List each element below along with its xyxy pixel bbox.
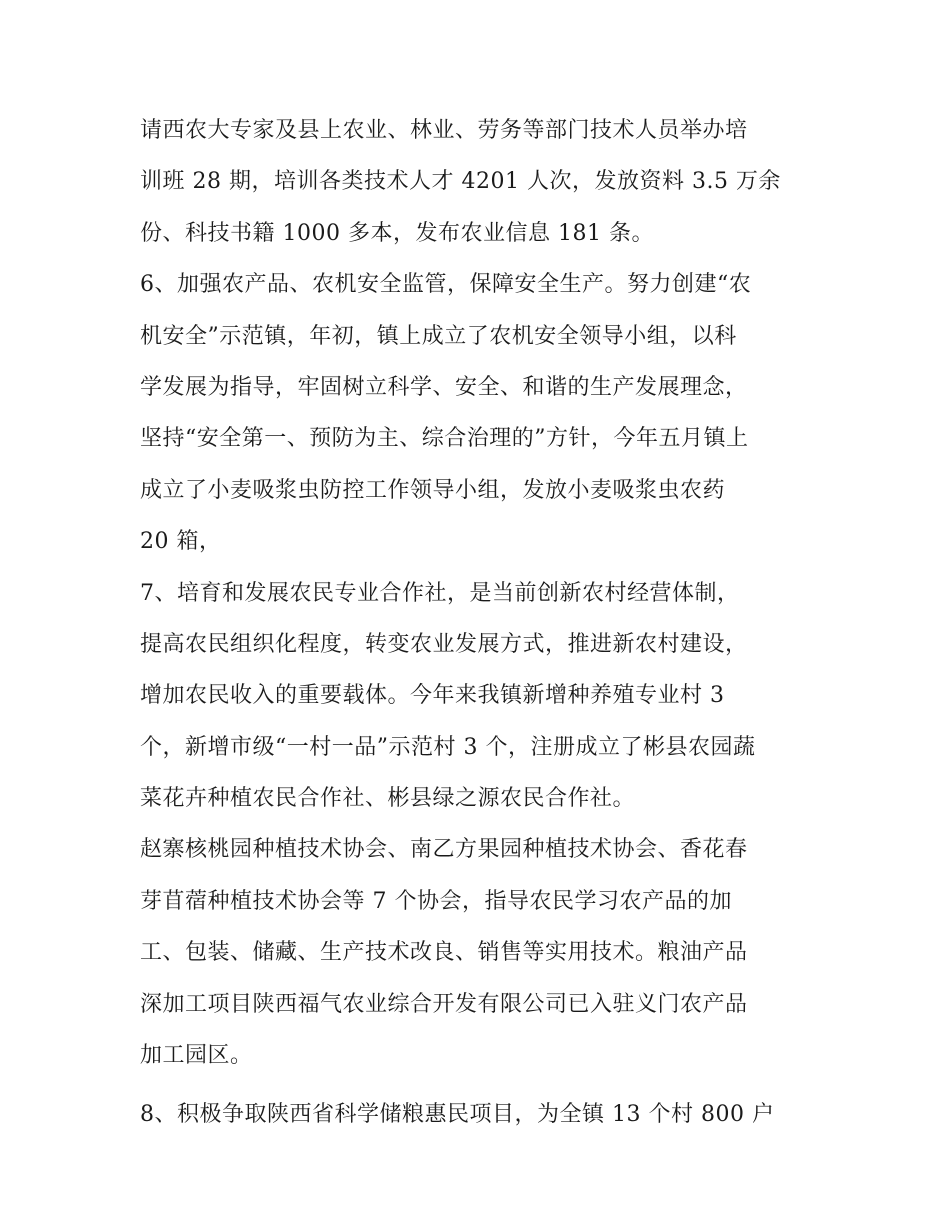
text-line: 赵寨核桃园种植技术协会、南乙方果园种植技术协会、香花春 [140, 837, 748, 863]
text-line: 个，新增市级“一村一品”示范村 3 个，注册成立了彬县农园蔬 [140, 734, 756, 760]
text-line: 芽苜蓿种植技术协会等 7 个协会，指导农民学习农产品的加 [140, 888, 732, 914]
document-page [140, 105, 820, 1141]
text-line: 8、积极争取陕西省科学储粮惠民项目，为全镇 13 个村 800 户 [140, 1102, 775, 1128]
text-line: 成立了小麦吸浆虫防控工作领导小组，发放小麦吸浆虫农药 [140, 477, 726, 503]
text-line: 坚持“安全第一、预防为主、综合治理的”方针，今年五月镇上 [140, 426, 749, 452]
text-line: 提高农民组织化程度，转变农业发展方式，推进新农村建设， [140, 631, 748, 657]
text-line: 工、包装、储藏、生产技术改良、销售等实用技术。粮油产品 [140, 940, 748, 966]
text-line: 请西农大专家及县上农业、林业、劳务等部门技术人员举办培 [140, 118, 748, 143]
text-line: 20 箱， [140, 529, 222, 555]
text-line: 加工园区。 [140, 1043, 253, 1069]
text-line: 训班 28 期，培训各类技术人才 4201 人次，发放资料 3.5 万余 [140, 169, 781, 195]
paragraph-gap [140, 1081, 820, 1089]
text-line: 7、培育和发展农民专业合作社，是当前创新农村经营体制， [140, 580, 740, 606]
text-line: 增加农民收入的重要载体。今年来我镇新增种养殖专业村 3 [140, 683, 725, 709]
text-line: 学发展为指导，牢固树立科学、安全、和谐的生产发展理念， [140, 374, 748, 400]
text-line: 份、科技书籍 1000 多本，发布农业信息 181 条。 [140, 220, 654, 246]
text-line: 6、加强农产品、农机安全监管，保障安全生产。努力创建“农 [140, 272, 752, 298]
text-line: 深加工项目陕西福气农业综合开发有限公司已入驻义门农产品 [140, 991, 748, 1017]
text-line: 机安全”示范镇，年初，镇上成立了农机安全领导小组，以科 [140, 323, 737, 349]
text-line: 菜花卉种植农民合作社、彬县绿之源农民合作社。 [140, 786, 636, 812]
